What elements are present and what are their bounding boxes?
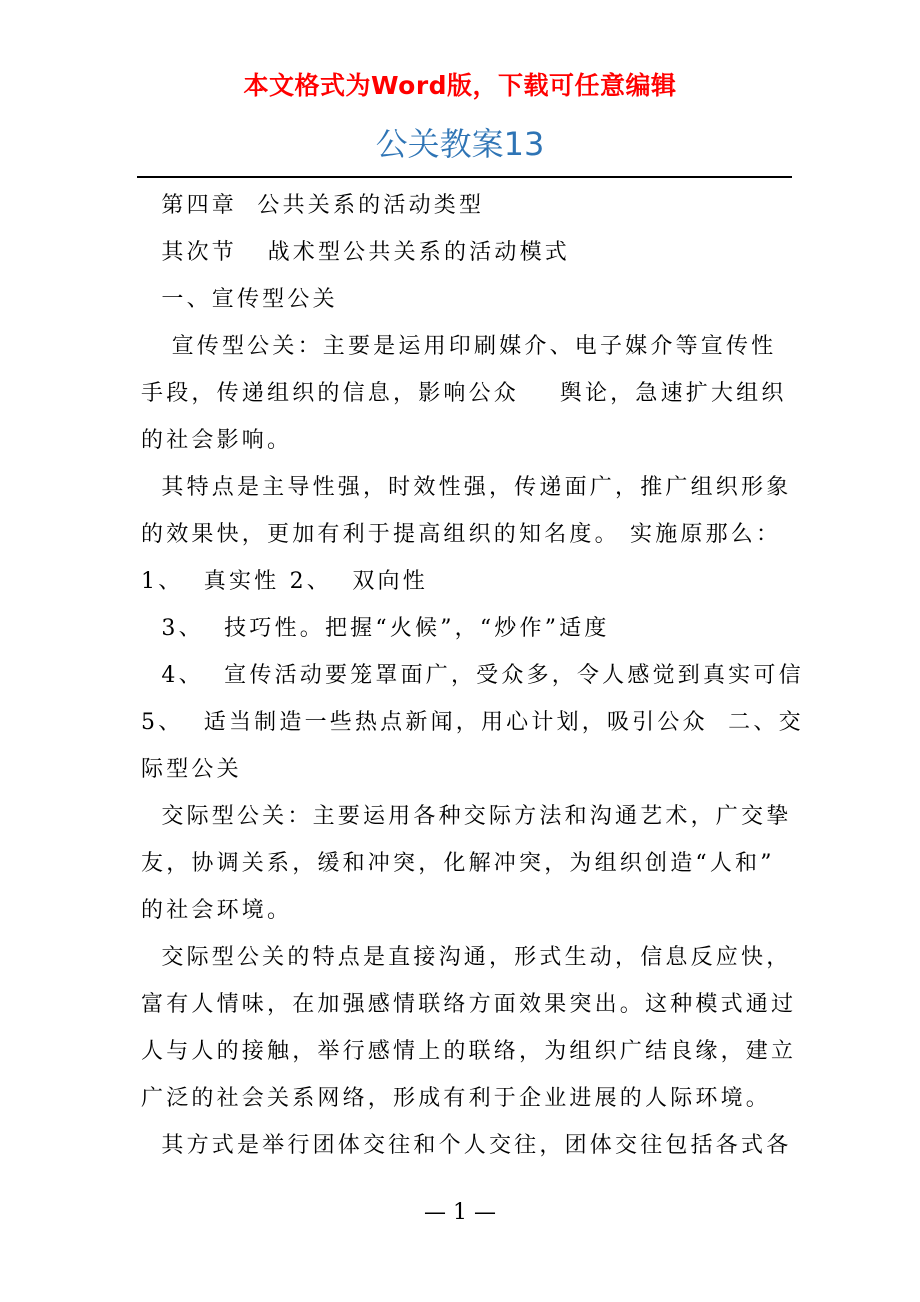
body-line: 富有人情味，在加强感情联络方面效果突出。这种模式通过 [141, 992, 797, 1017]
body-line: 的效果快，更加有利于提高组织的知名度。 实施原那么： [141, 522, 782, 547]
body-line: 一、宣传型公关 [141, 287, 338, 312]
body-line: 3、 技巧性。把握“火候”，“炒作”适度 [141, 616, 610, 641]
body-line: 手段，传递组织的信息，影响公众 舆论，急速扩大组织 [141, 381, 787, 406]
body-line: 其次节 战术型公共关系的活动模式 [141, 240, 570, 265]
body-line: 的社会影响。 [141, 428, 293, 453]
format-banner: 本文格式为Word版，下载可任意编辑 [243, 71, 677, 100]
body-line: 1、 真实性 2、 双向性 [141, 569, 428, 594]
body-line: 第四章 公共关系的活动类型 [141, 193, 485, 218]
body-line: 交际型公关：主要运用各种交际方法和沟通艺术，广交挚 [141, 804, 792, 829]
body-line: 广泛的社会关系网络，形成有利于企业进展的人际环境。 [141, 1086, 772, 1111]
body-line: 际型公关 [141, 757, 242, 782]
title-divider [137, 176, 792, 178]
body-line: 其特点是主导性强，时效性强，传递面广，推广组织形象 [141, 475, 792, 500]
body-line: 人与人的接触，举行感情上的联络，为组织广结良缘，建立 [141, 1039, 797, 1064]
document-title: 公关教案13 [375, 125, 545, 163]
body-line: 宣传型公关：主要是运用印刷媒介、电子媒介等宣传性 [141, 334, 777, 359]
page-number: — 1 — [424, 1200, 496, 1225]
body-line: 交际型公关的特点是直接沟通，形式生动，信息反应快， [141, 945, 792, 970]
document-body [141, 182, 804, 1169]
body-line: 的社会环境。 [141, 898, 293, 923]
body-line: 4、 宣传活动要笼罩面广，受众多，令人感觉到真实可信 [141, 663, 804, 688]
body-line: 5、 适当制造一些热点新闻，用心计划，吸引公众 二、交 [141, 710, 804, 735]
body-line: 友，协调关系，缓和冲突，化解冲突，为组织创造“人和” [141, 851, 775, 876]
body-line: 其方式是举行团体交往和个人交往，团体交往包括各式各 [141, 1133, 792, 1158]
